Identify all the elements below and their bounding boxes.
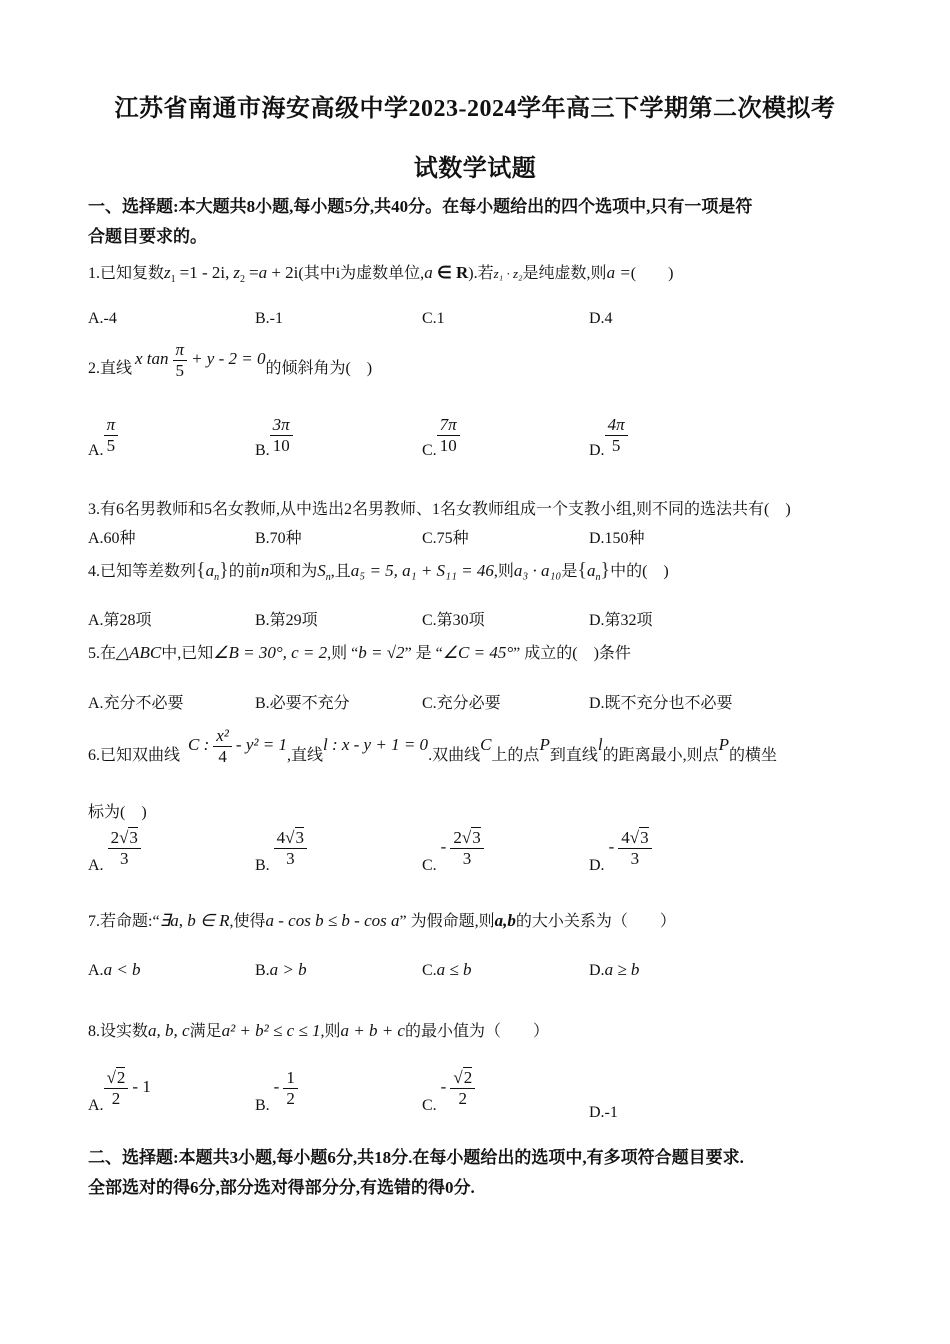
q7-c-expr: a ≤ b: [436, 960, 472, 979]
q4-mid5: 是: [561, 563, 578, 580]
q3-option-a: A.60种: [88, 530, 136, 547]
q4-an: a: [205, 561, 215, 580]
q6-option-a: A. $\frac{2√3}{3}$: [88, 828, 141, 875]
q8-a-den: 2: [111, 1089, 121, 1108]
q8-a-rest: - 1: [132, 1077, 151, 1097]
q6-a-label: A.: [88, 857, 104, 875]
section2-heading: [88, 1143, 868, 1203]
q8-suffix: 的最小值为（ ）: [404, 1023, 549, 1040]
q8-vars: a, b, c: [148, 1021, 190, 1040]
q2-expr-left: x tan: [135, 349, 169, 369]
q6-b-label: B.: [255, 857, 270, 875]
q5-condition: ∠B = 30°, c = 2: [213, 643, 328, 662]
exam-title-line1: 江苏省南通市海安高级中学2023-2024学年高三下学期第二次模拟考: [114, 96, 836, 122]
q6-fraction: [213, 726, 232, 767]
q8-condition: a² + b² ≤ c ≤ 1: [221, 1021, 321, 1040]
q6-d-den: 3: [630, 849, 640, 868]
q6-c: C: [480, 735, 492, 755]
q8-c-den: 2: [458, 1089, 468, 1108]
q7-ab: a,b: [494, 911, 516, 930]
q1-z2-a: a: [258, 263, 268, 282]
q7-a-label: A.: [88, 962, 104, 979]
q8-a-label: A.: [88, 1097, 104, 1115]
section2-heading-line1: 二、选择题:本题共3小题,每小题6分,共18分.在每小题给出的选项中,有多项符合题目要求.: [88, 1148, 744, 1167]
q4-suffix: 中的( ): [610, 563, 669, 580]
q6-b-den: 3: [286, 849, 295, 868]
q8-b-den: 2: [286, 1089, 295, 1108]
q4-mid1: 的前: [228, 563, 261, 580]
q8-c-sign: -: [440, 1077, 447, 1097]
q6-suffix-line2: 标为( ): [88, 804, 147, 821]
q6-option-d: D. - $\frac{4√3}{3}$: [589, 828, 652, 875]
q7-mid1: ,使得: [229, 913, 266, 930]
q2-d-label: D.: [589, 442, 605, 460]
q8-sum: a + b + c: [340, 1021, 405, 1040]
q1-a-eq: a =: [606, 263, 631, 282]
q8-option-c: C. - $\frac{√2}{2}$: [422, 1068, 475, 1115]
q1-z2-eq: =: [249, 263, 259, 282]
q8-option-a: A. $\frac{√2}{2}$ - 1: [88, 1068, 151, 1115]
q5-c-eq: ∠C = 45°: [442, 643, 514, 662]
q7-option-b: [255, 960, 307, 980]
q7-option-d: [589, 960, 639, 980]
q6-four: 4: [218, 747, 227, 766]
q6-l: l: [597, 735, 603, 755]
q6-mid1: ,直线: [286, 747, 323, 765]
q6-mid3: 上的点: [491, 747, 540, 765]
q7-b-expr: a > b: [269, 960, 307, 979]
q4-mid4: ,则: [493, 563, 514, 580]
q7-mid2: ” 为假命题,则: [399, 913, 495, 930]
q3-option-d: D.150种: [589, 530, 645, 547]
q7-option-a: [88, 960, 141, 980]
q4-product: a₃ · a₁₀: [513, 561, 562, 580]
q6-d-label: D.: [589, 857, 605, 875]
q6-c-rad: 3: [472, 828, 481, 847]
q6-rest: - y² = 1: [235, 735, 287, 755]
exam-title-line2: 试数学试题: [413, 156, 537, 182]
q8-c-label: C.: [422, 1097, 437, 1115]
q7-exists: ∃a, b ∈ R: [159, 911, 230, 930]
q8-mid1: 满足: [189, 1023, 222, 1040]
question-7: [88, 908, 676, 931]
q2-expr-right: + y - 2 = 0: [191, 349, 266, 369]
q4-an-2: a: [586, 561, 596, 580]
question-8: [88, 1018, 549, 1041]
q3-option-b: B.70种: [255, 530, 302, 547]
q6-option-c: C. - $\frac{2√3}{3}$: [422, 828, 484, 875]
q2-a-num: π: [104, 415, 119, 436]
q2-option-a: [88, 415, 118, 460]
q6-c-label: C :: [188, 735, 210, 755]
q5-mid1: 中,已知: [161, 645, 214, 662]
question-2: [88, 340, 372, 381]
q8-prefix: 8.设实数: [88, 1023, 149, 1040]
q4-option-c: C.第30项: [422, 612, 485, 629]
section1-heading-line1: 一、选择题:本大题共8小题,每小题5分,共40分。在每小题给出的四个选项中,只有一项是符: [88, 197, 753, 216]
q2-c-den: 10: [439, 436, 457, 455]
q7-condition: a - cos b ≤ b - cos a: [265, 911, 400, 930]
q6-b-coef: 4: [276, 828, 286, 847]
q1-ruo: ).若: [468, 265, 494, 282]
q7-c-label: C.: [422, 962, 437, 979]
q5-option-a: A.充分不必要: [88, 695, 184, 712]
q2-five: 5: [175, 361, 185, 380]
q4-n: n: [260, 561, 270, 580]
q5-suffix: ” 成立的( )条件: [513, 645, 631, 662]
q4-condition: a₅ = 5, a₁ + S₁₁ = 46: [350, 561, 494, 580]
q6-a-rad: 3: [129, 828, 138, 847]
q2-pi: π: [173, 340, 188, 361]
q6-line-eq: l : x - y + 1 = 0: [322, 735, 429, 755]
q7-suffix: 的大小关系为（ ）: [515, 913, 676, 930]
q4-mid3: ,且: [330, 563, 351, 580]
q2-prefix: 2.直线: [88, 360, 133, 377]
question-5: [88, 640, 631, 663]
q5-option-c: C.充分必要: [422, 695, 501, 712]
question-6: [88, 726, 777, 767]
q4-mid2: 项和为: [269, 563, 318, 580]
q2-a-den: 5: [106, 436, 116, 455]
q6-c-den: 3: [462, 849, 472, 868]
q4-option-d: D.第32项: [589, 612, 653, 629]
q6-option-b: B. $\frac{4√3}{3}$: [255, 828, 307, 875]
q6-suffix-line1: 的横坐: [728, 747, 777, 765]
q4-option-b: B.第29项: [255, 612, 318, 629]
q3-option-c: C.75种: [422, 530, 469, 547]
q1-product: z₁ · z₂: [493, 266, 523, 281]
q4-option-a: A.第28项: [88, 612, 152, 629]
q5-triangle: △ABC: [116, 643, 162, 662]
q6-c-sign: -: [440, 837, 447, 857]
q6-p: P: [539, 735, 550, 755]
q1-a-in: a: [424, 263, 433, 282]
q8-option-b: [255, 1068, 298, 1115]
q6-b-rad: 3: [295, 828, 305, 847]
q1-blank: ( ): [630, 265, 674, 282]
q6-a-den: 3: [119, 849, 129, 868]
q2-c-num: 7π: [437, 415, 460, 436]
q2-b-den: 10: [272, 436, 290, 455]
q5-b-eq: b = √2: [358, 643, 405, 662]
question-1: 1.已知复数$z_1 =1 - 2i$, $z_2 =a + 2i$(其中i为虚数单位,a ∈ R).若z₁ · z₂是纯虚数,则a =( ): [88, 263, 674, 285]
q1-in-r: ∈ R: [432, 263, 469, 282]
q4-prefix: 4.已知等差数列: [88, 563, 197, 580]
q5-option-b: B.必要不充分: [255, 695, 350, 712]
q6-a-coef: 2: [110, 828, 120, 847]
q6-p2: P: [718, 735, 729, 755]
q6-d-rad: 3: [640, 828, 649, 847]
q2-option-b: [255, 415, 293, 460]
section1-heading: [88, 192, 868, 252]
q2-option-c: [422, 415, 460, 460]
q8-c-rad: 2: [463, 1068, 473, 1087]
q8-b-label: B.: [255, 1097, 270, 1115]
q1-option-c: C.1: [422, 310, 445, 327]
q6-prefix: 6.已知双曲线: [88, 747, 181, 765]
q7-option-c: [422, 960, 472, 980]
q1-option-b: B.-1: [255, 310, 283, 327]
q8-mid2: ,则: [320, 1023, 341, 1040]
q8-option-d: D.-1: [589, 1104, 618, 1121]
q8-b-num: 1: [283, 1068, 298, 1089]
q1-option-a: A.-4: [88, 310, 117, 327]
q4-sn: S: [317, 561, 326, 580]
q1-paren: (其中i为虚数单位,: [298, 265, 425, 282]
q5-mid2: ,则 “: [327, 645, 359, 662]
q7-prefix: 7.若命题:“: [88, 913, 160, 930]
q6-d-coef: 4: [621, 828, 630, 847]
q6-mid5: 的距离最小,则点: [602, 747, 719, 765]
q1-suffix: 是纯虚数,则: [522, 265, 607, 282]
q7-b-label: B.: [255, 962, 270, 979]
q5-option-d: D.既不充分也不必要: [589, 695, 733, 712]
q7-a-expr: a < b: [103, 960, 141, 979]
q6-mid2: .双曲线: [428, 747, 481, 765]
q2-d-den: 5: [611, 436, 621, 455]
q6-c-coef: 2: [453, 828, 462, 847]
q8-b-sign: -: [273, 1077, 280, 1097]
q1-z1-eq: =1 - 2i,: [179, 263, 230, 282]
q1-prefix: 1.已知复数: [88, 265, 165, 282]
question-4: 4.已知等差数列$\{a_n\}$的前n项和为$S_n$,且a₅ = 5, a₁ + S₁₁ = 46,则a₃ · a₁₀是$\{a_n\}$中的( ): [88, 559, 669, 583]
q2-fraction: [173, 340, 188, 381]
q2-d-num: 4π: [605, 415, 628, 436]
q1-option-d: D.4: [589, 310, 613, 327]
q1-z2: z: [233, 263, 240, 282]
q1-z1: z: [164, 263, 171, 282]
section1-heading-line2: 合题目要求的。: [88, 227, 207, 246]
q6-mid4: 到直线: [549, 747, 598, 765]
q6-c-label: C.: [422, 857, 437, 875]
q6-d-sign: -: [608, 837, 615, 857]
q5-prefix: 5.在: [88, 645, 117, 662]
q1-z2-rest: + 2i: [267, 263, 299, 282]
q2-c-label: C.: [422, 442, 437, 460]
section2-heading-line2: 全部选对的得6分,部分选对得部分分,有选错的得0分.: [88, 1178, 475, 1197]
q2-option-d: [589, 415, 628, 460]
q5-mid3: ” 是 “: [404, 645, 443, 662]
q2-a-label: A.: [88, 442, 104, 460]
q2-suffix: 的倾斜角为( ): [265, 360, 373, 377]
q8-a-rad: 2: [116, 1068, 126, 1087]
q7-d-label: D.: [589, 962, 605, 979]
q6-x2: x²: [213, 726, 232, 747]
question-3: 3.有6名男教师和5名女教师,从中选出2名男教师、1名女教师组成一个支教小组,则不同的选法共有( ): [88, 501, 791, 518]
q7-d-expr: a ≥ b: [604, 960, 640, 979]
q2-b-num: 3π: [270, 415, 293, 436]
q2-b-label: B.: [255, 442, 270, 460]
